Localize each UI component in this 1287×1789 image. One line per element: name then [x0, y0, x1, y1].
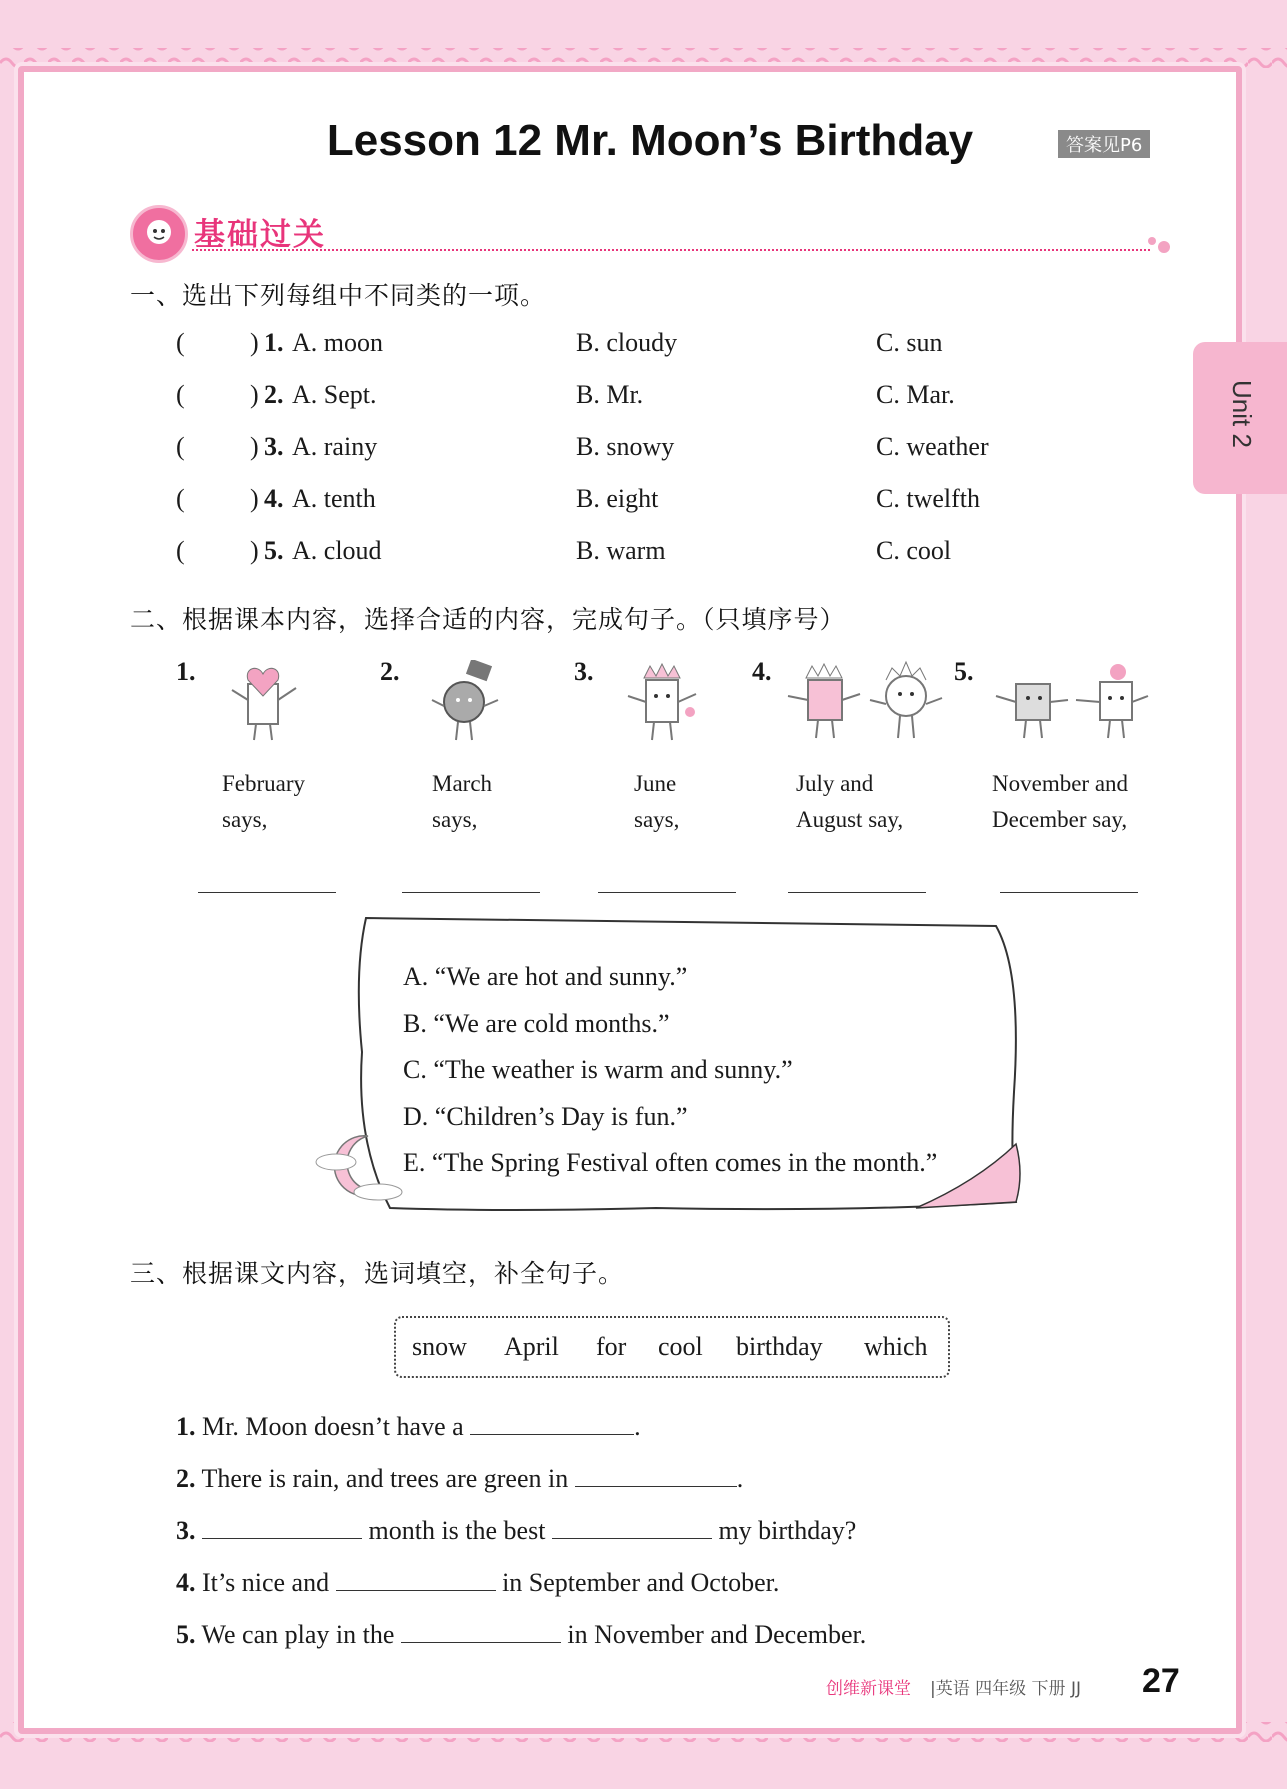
figure-caption-line1: February — [222, 771, 306, 796]
option-line: A. “We are hot and sunny.” — [403, 962, 688, 991]
option-line: C. “The weather is warm and sunny.” — [403, 1055, 793, 1084]
winter-month-characters-icon — [988, 660, 1158, 750]
sentence-options — [403, 954, 937, 1187]
option-line: B. “We are cold months.” — [403, 1008, 670, 1038]
option-a: A. moon — [292, 328, 383, 357]
sentence-text: . — [634, 1412, 641, 1441]
answer-paren-left: ( — [176, 328, 185, 357]
figure-number: 3. — [574, 657, 594, 686]
sentence-text: We can play in the — [195, 1620, 401, 1649]
option-line: D. “Children’s Day is fun.” — [403, 1101, 688, 1131]
question-row — [0, 328, 1287, 368]
sentence-text: . — [736, 1464, 744, 1493]
option-b: B. Mr. — [576, 380, 644, 409]
answer-blank[interactable] — [402, 892, 540, 893]
fill-sentence — [176, 1566, 779, 1598]
option-a: A. rainy — [292, 432, 378, 461]
answer-paren-right[interactable]: ) — [250, 536, 259, 565]
question-row — [0, 380, 1287, 420]
part2-heading: 二、根据课本内容，选择合适的内容，完成句子。（只填序号） — [130, 605, 846, 634]
figure-caption-line2: August say, — [796, 807, 904, 832]
moon-icon — [312, 1126, 410, 1206]
answer-paren-left: ( — [176, 484, 185, 513]
lesson-title: Lesson 12 Mr. Moon’s Birthday — [326, 116, 974, 165]
sentence-number: 1. — [176, 1412, 196, 1441]
answer-blank[interactable] — [598, 892, 736, 893]
fill-blank[interactable] — [470, 1410, 634, 1435]
month-figure — [574, 654, 734, 834]
question-row — [0, 432, 1287, 472]
fill-blank[interactable] — [202, 1514, 362, 1539]
unit-tab-label: Unit 2 — [1227, 380, 1257, 448]
part3-heading: 三、根据课文内容，选词填空，补全句子。 — [130, 1259, 625, 1288]
word-bank-item: April — [504, 1332, 559, 1361]
hat-month-character-icon — [424, 660, 514, 750]
page-number: 27 — [1142, 1662, 1180, 1700]
answer-paren-right[interactable]: ) — [250, 432, 259, 461]
option-c: C. Mar. — [876, 380, 955, 409]
answer-reference-badge: 答案见P6 — [1058, 130, 1150, 158]
decor-dot — [1158, 241, 1170, 253]
figure-caption-line1: July and — [796, 771, 874, 796]
figure-caption-line2: says, — [222, 807, 268, 832]
figure-number: 4. — [752, 657, 772, 686]
word-bank — [394, 1316, 950, 1378]
question-number: 5. — [264, 536, 284, 565]
month-figure — [954, 654, 1154, 834]
month-figure — [752, 654, 952, 834]
fill-sentence — [176, 1514, 856, 1546]
option-a: A. Sept. — [292, 380, 377, 409]
figure-caption-line1: March — [432, 771, 493, 796]
figure-number: 2. — [380, 657, 400, 686]
answer-blank[interactable] — [1000, 892, 1138, 893]
figure-number: 1. — [176, 657, 196, 686]
fill-sentence — [176, 1410, 641, 1442]
sun-month-characters-icon — [782, 660, 952, 750]
word-bank-item: snow — [412, 1332, 467, 1361]
figure-caption-line2: December say, — [992, 807, 1128, 832]
option-line: E. “The Spring Festival often comes in the month.” — [403, 1148, 938, 1177]
sentence-text: in November and December. — [560, 1620, 867, 1649]
decor-dot — [1148, 237, 1156, 245]
section-rule — [192, 249, 1150, 251]
figure-number: 5. — [954, 657, 974, 686]
fill-blank[interactable] — [336, 1566, 496, 1591]
question-number: 4. — [264, 484, 284, 513]
answer-blank[interactable] — [198, 892, 336, 893]
heart-month-character-icon — [220, 660, 310, 750]
answer-paren-right[interactable]: ) — [250, 380, 259, 409]
question-number: 1. — [264, 328, 284, 357]
part1-heading: 一、选出下列每组中不同类的一项。 — [130, 281, 547, 310]
figure-caption-line2: says, — [432, 807, 478, 832]
question-number: 2. — [264, 380, 284, 409]
question-row — [0, 536, 1287, 576]
option-c: C. weather — [876, 432, 989, 461]
sentence-text: my birthday? — [711, 1516, 857, 1545]
word-bank-item: for — [596, 1332, 627, 1361]
sentence-number: 2. — [176, 1464, 196, 1493]
section-label: 基础过关 — [194, 217, 326, 253]
sentence-number: 4. — [176, 1568, 196, 1597]
option-b: B. cloudy — [576, 328, 678, 357]
month-figure — [176, 654, 336, 834]
question-number: 3. — [264, 432, 284, 461]
month-figure — [380, 654, 540, 834]
fill-blank[interactable] — [401, 1618, 561, 1643]
option-c: C. cool — [876, 536, 952, 565]
fill-blank[interactable] — [552, 1514, 712, 1539]
fill-blank[interactable] — [575, 1462, 737, 1487]
option-a: A. cloud — [292, 536, 382, 565]
sentence-number: 5. — [176, 1620, 196, 1649]
option-b: B. snowy — [576, 432, 675, 461]
answer-paren-left: ( — [176, 380, 185, 409]
sentence-text: month is the best — [362, 1516, 552, 1545]
option-c: C. twelfth — [876, 484, 980, 513]
figure-caption-line1: November and — [992, 771, 1129, 796]
answer-paren-left: ( — [176, 536, 185, 565]
answer-paren-left: ( — [176, 432, 185, 461]
crown-month-character-icon — [618, 660, 708, 750]
figure-caption-line1: June — [634, 771, 677, 796]
section-header — [130, 205, 1170, 255]
option-b: B. eight — [576, 484, 659, 513]
option-b: B. warm — [576, 536, 666, 565]
sentence-text: There is rain, and trees are green in — [195, 1464, 575, 1493]
sentence-text: Mr. Moon doesn’t have a — [195, 1412, 471, 1441]
figure-caption-line2: says, — [634, 807, 680, 832]
sentence-text: in September and October. — [495, 1568, 780, 1597]
footer-brand: 创维新课堂 — [826, 1679, 911, 1699]
answer-paren-right[interactable]: ) — [250, 484, 259, 513]
option-a: A. tenth — [292, 484, 376, 513]
word-bank-item: birthday — [736, 1332, 823, 1361]
answer-blank[interactable] — [788, 892, 926, 893]
word-bank-item: cool — [658, 1332, 703, 1361]
word-bank-item: which — [864, 1332, 928, 1361]
sentence-number: 3. — [176, 1516, 196, 1545]
sentence-text: It’s nice and — [195, 1568, 336, 1597]
girl-icon — [130, 205, 188, 263]
fill-sentence — [176, 1618, 866, 1650]
footer-book-info: |英语 四年级 下册 JJ — [930, 1679, 1081, 1699]
option-c: C. sun — [876, 328, 943, 357]
fill-sentence — [176, 1462, 743, 1494]
answer-paren-right[interactable]: ) — [250, 328, 259, 357]
question-row — [0, 484, 1287, 524]
